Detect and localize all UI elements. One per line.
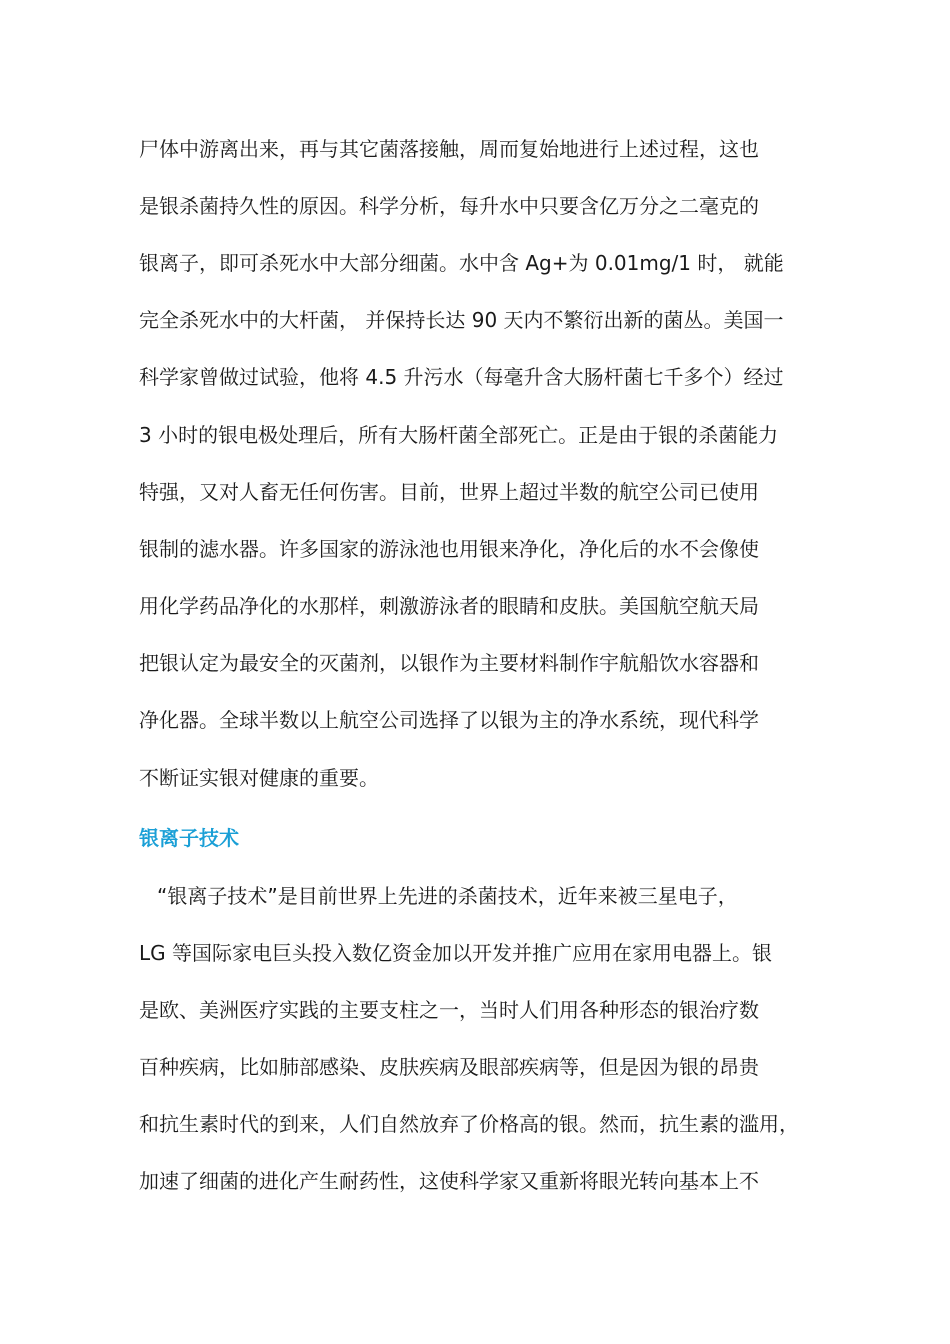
text-line: 银离子，即可杀死水中大部分细菌。水中含 Ag+为 0.01mg/1 时， 就能 <box>139 251 784 275</box>
text-line: 3 小时的银电极处理后，所有大肠杆菌全部死亡。正是由于银的杀菌能力 <box>139 423 779 447</box>
text-line: 和抗生素时代的到来，人们自然放弃了价格高的银。然而，抗生素的滥用， <box>139 1112 799 1136</box>
text-line: 把银认定为最安全的灭菌剂，以银作为主要材料制作宇航船饮水容器和 <box>139 651 759 675</box>
text-line: 百种疾病，比如肺部感染、皮肤疾病及眼部疾病等，但是因为银的昂贵 <box>139 1055 759 1079</box>
text-line: 净化器。全球半数以上航空公司选择了以银为主的净水系统，现代科学 <box>139 708 759 732</box>
text-line: 加速了细菌的进化产生耐药性，这使科学家又重新将眼光转向基本上不 <box>139 1169 759 1193</box>
text-line: 是欧、美洲医疗实践的主要支柱之一，当时人们用各种形态的银治疗数 <box>139 998 759 1022</box>
text-line: LG 等国际家电巨头投入数亿资金加以开发并推广应用在家用电器上。银 <box>139 941 772 965</box>
text-line: 完全杀死水中的大杆菌， 并保持长达 90 天内不繁衍出新的菌丛。美国一 <box>139 308 784 332</box>
text-line: 尸体中游离出来，再与其它菌落接触，周而复始地进行上述过程，这也 <box>139 137 759 161</box>
text-line: 是银杀菌持久性的原因。科学分析，每升水中只要含亿万分之二毫克的 <box>139 194 759 218</box>
text-line: “银离子技术”是目前世界上先进的杀菌技术，近年来被三星电子， <box>157 884 738 908</box>
text-line: 特强，又对人畜无任何伤害。目前，世界上超过半数的航空公司已使用 <box>139 480 759 504</box>
text-line: 科学家曾做过试验，他将 4.5 升污水（每毫升含大肠杆菌七千多个）经过 <box>139 365 784 389</box>
text-line: 不断证实银对健康的重要。 <box>139 766 379 790</box>
text-line: 用化学药品净化的水那样，刺激游泳者的眼睛和皮肤。美国航空航天局 <box>139 594 759 618</box>
text-line: 银制的滤水器。许多国家的游泳池也用银来净化，净化后的水不会像使 <box>139 537 759 561</box>
section-heading: 银离子技术 <box>139 826 239 850</box>
